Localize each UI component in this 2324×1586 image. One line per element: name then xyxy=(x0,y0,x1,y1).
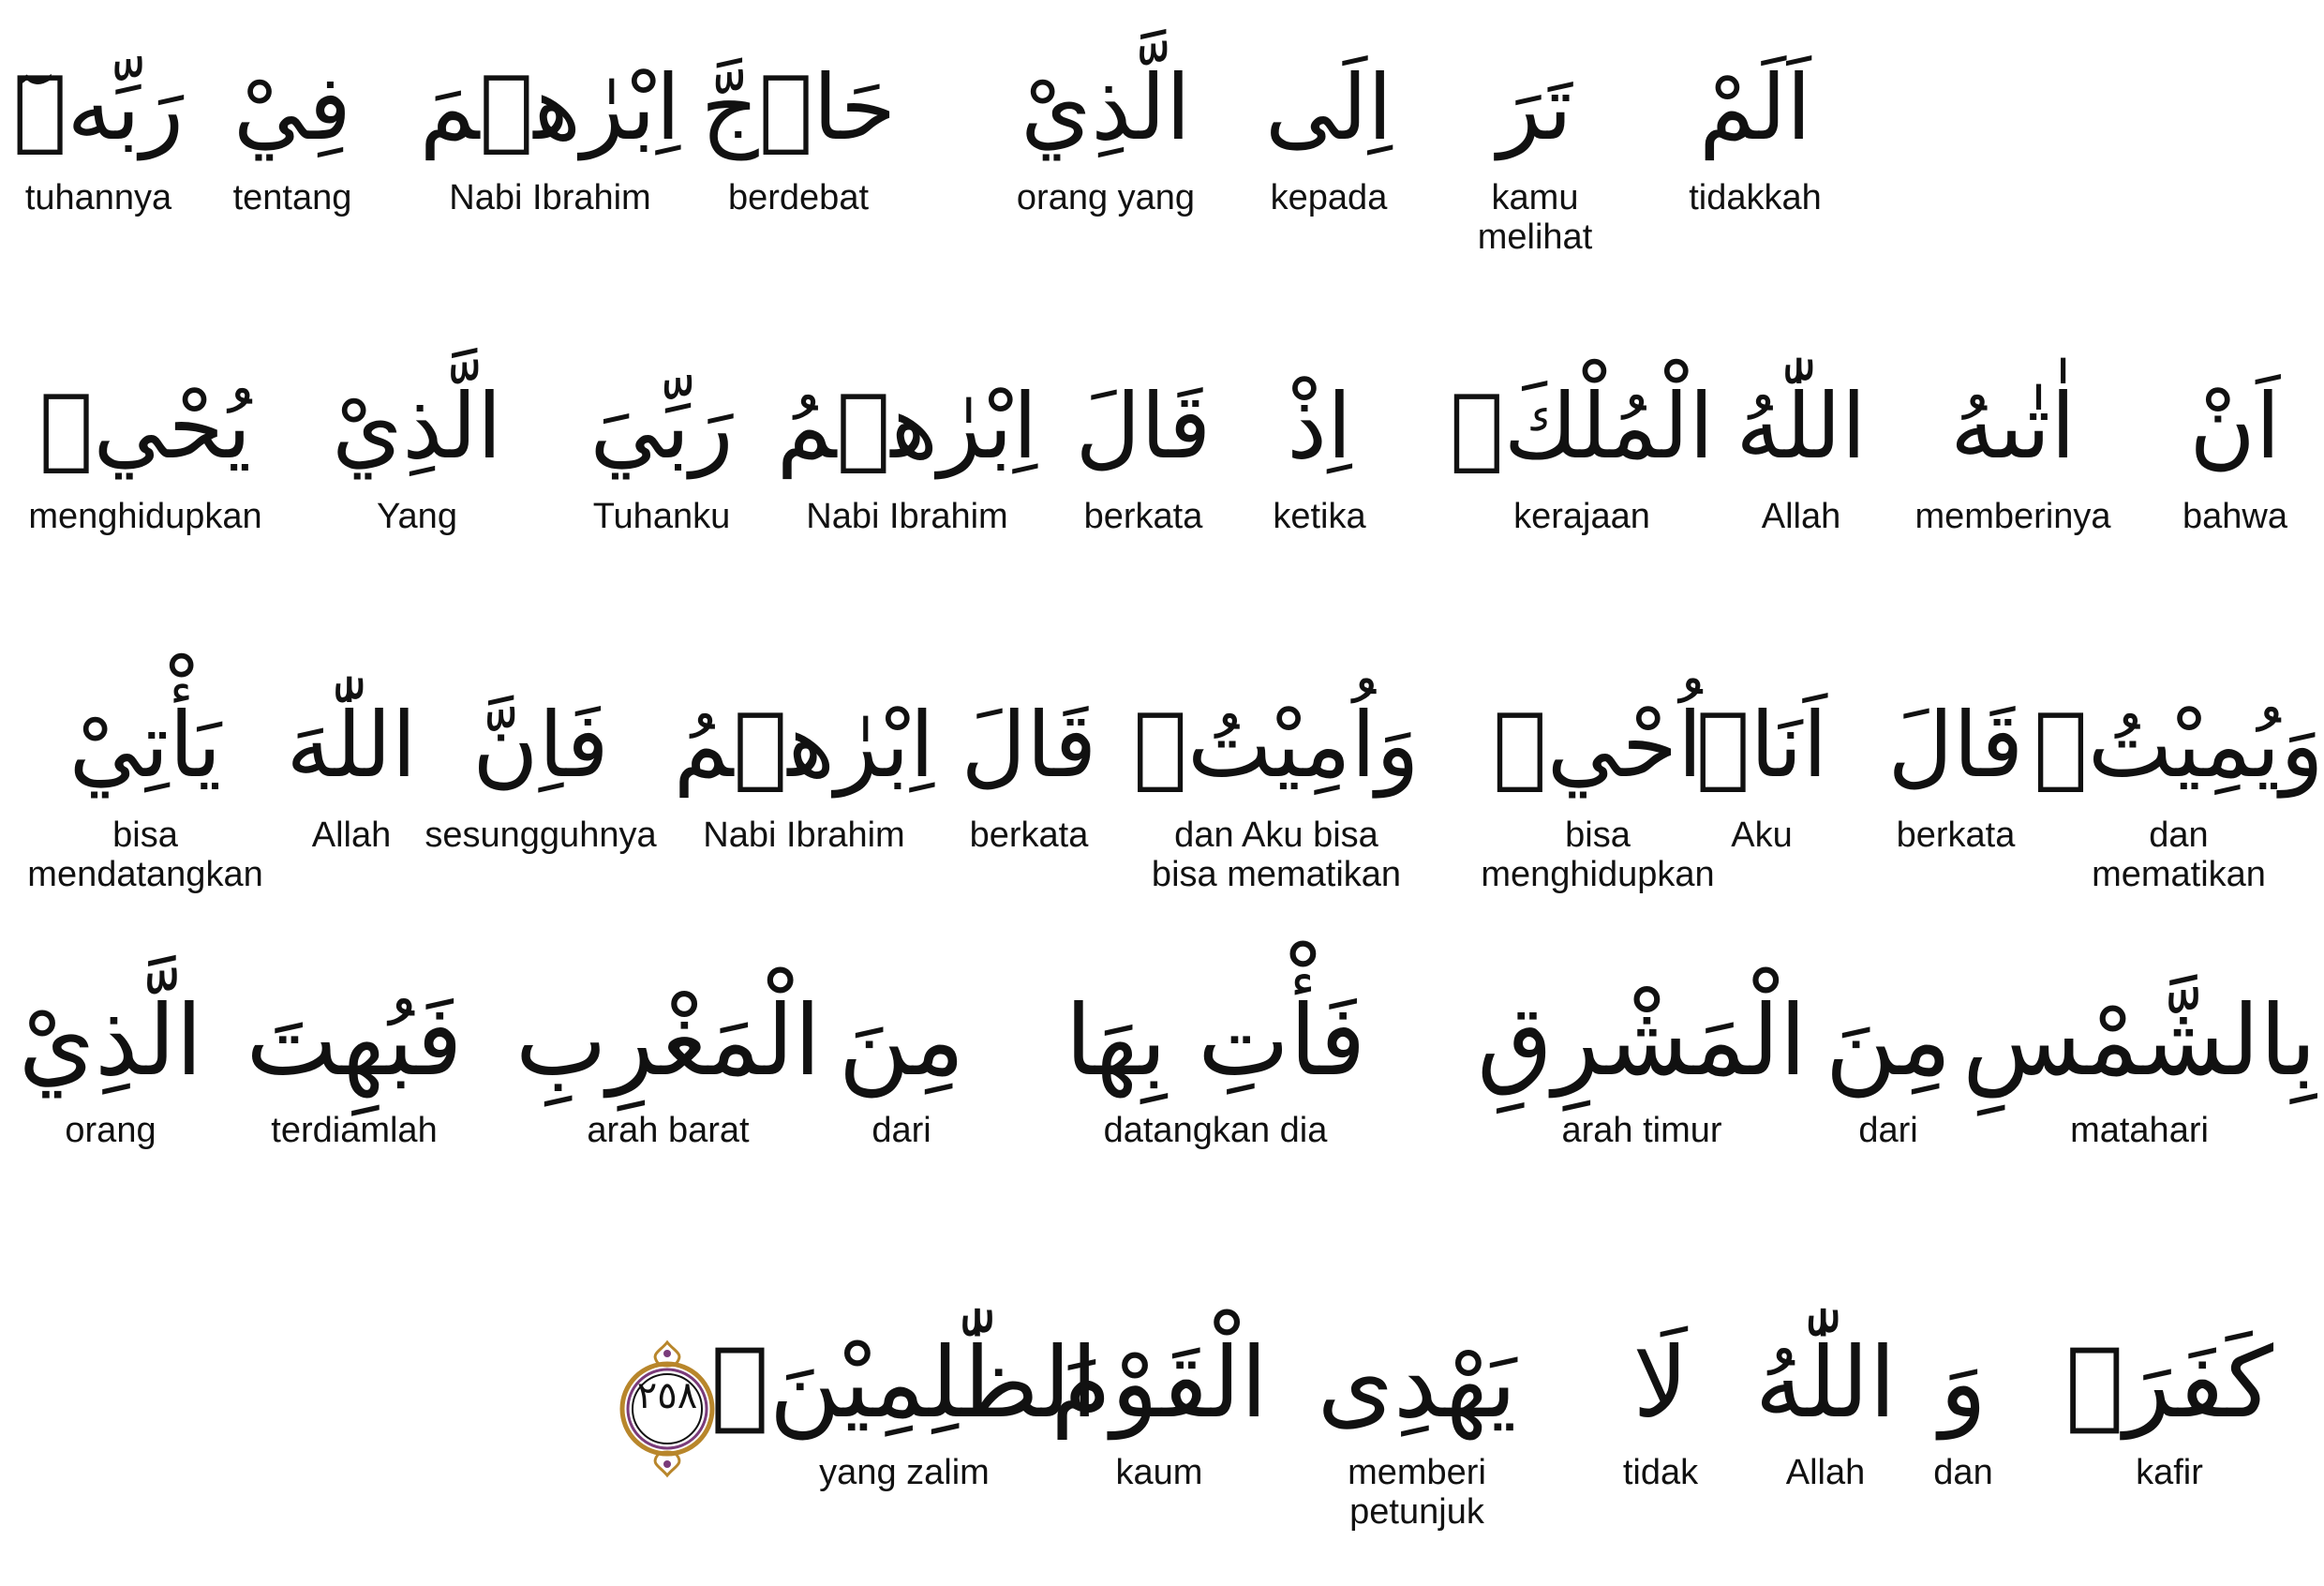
word-pair xyxy=(589,356,733,536)
arabic-word: يَهْدِى xyxy=(1317,1325,1517,1440)
arabic-word: اِبْرٰهٖمُ xyxy=(673,693,935,798)
translation-label: matahari xyxy=(2070,1111,2209,1150)
arabic-word: اِبْرٰهٖمُ xyxy=(776,374,1038,479)
translation-label: bisa mendatangkan xyxy=(27,815,263,894)
word-pair xyxy=(425,675,656,855)
translation-label: Aku xyxy=(1731,815,1793,855)
arabic-word: حَاۤجَّ xyxy=(700,55,897,160)
translation-label: bisa menghidupkan xyxy=(1481,815,1715,894)
translation-label: dari xyxy=(1858,1111,1918,1150)
translation-label: arah timur xyxy=(1561,1111,1722,1150)
arabic-word: اٰتٰىهُ xyxy=(1950,374,2076,479)
arabic-word: الظّٰلِمِيْنَۚ xyxy=(710,1325,1098,1440)
arabic-word: مِنَ xyxy=(838,983,965,1098)
verse-number-marker xyxy=(618,1339,716,1479)
translation-label: berkata xyxy=(969,815,1089,855)
translation-label: menghidupkan xyxy=(28,497,262,536)
translation-label: dan Aku bisa bisa mematikan xyxy=(1151,815,1402,894)
word-pair xyxy=(1450,356,1714,536)
arabic-word: الْمَشْرِقِ xyxy=(1477,983,1807,1098)
translation-label: tidak xyxy=(1622,1453,1699,1492)
translation-label: Nabi Ibrahim xyxy=(449,178,651,217)
arabic-word: فَأْتِ بِهَا xyxy=(1065,983,1366,1098)
arabic-word: تَرَ xyxy=(1497,55,1572,160)
arabic-word: اِبْرٰهٖمَ xyxy=(419,55,681,160)
word-pair xyxy=(515,970,821,1150)
word-pair xyxy=(1481,675,1714,894)
translation-label: ketika xyxy=(1273,497,1366,536)
word-pair xyxy=(839,970,965,1150)
translation-label: kafir xyxy=(2136,1453,2203,1492)
word-pair xyxy=(701,37,896,217)
translation-label: Allah xyxy=(311,815,392,855)
word-pair xyxy=(233,37,352,217)
translation-label: yang zalim xyxy=(819,1453,990,1492)
translation-label: terdiamlah xyxy=(271,1111,438,1150)
word-pair xyxy=(246,970,462,1150)
arabic-word: كَفَرَۗ xyxy=(2065,1325,2273,1440)
word-pair xyxy=(2182,356,2287,536)
translation-label: tuhannya xyxy=(24,178,172,217)
translation-label: kaum xyxy=(1115,1453,1203,1492)
translation-label: Nabi Ibrahim xyxy=(703,815,905,855)
word-pair xyxy=(674,675,934,855)
word-pair xyxy=(1689,37,1822,217)
translation-label: kepada xyxy=(1270,178,1388,217)
word-pair xyxy=(1133,675,1419,894)
arabic-word: الْمُلْكَۘ xyxy=(1450,374,1714,479)
arabic-word: الْمَغْرِبِ xyxy=(514,983,822,1098)
translation-label: berkata xyxy=(1896,815,2016,855)
translation-label: dan xyxy=(1933,1453,1993,1492)
word-pair xyxy=(1888,675,2024,855)
arabic-word: الَّذِيْ xyxy=(332,374,502,479)
arabic-word: اللّٰهُ xyxy=(1736,374,1867,479)
word-pair xyxy=(420,37,680,217)
translation-label: dan mematikan xyxy=(2092,815,2266,894)
arabic-word: قَالَ xyxy=(1887,693,2024,798)
word-pair xyxy=(19,970,203,1150)
translation-label: bahwa xyxy=(2182,497,2287,536)
word-pair xyxy=(1825,970,1952,1150)
word-pair xyxy=(286,675,416,855)
arabic-word: فَاِنَّ xyxy=(472,693,609,798)
translation-label: berkata xyxy=(1083,497,1203,536)
arabic-word: قَالَ xyxy=(961,693,1097,798)
word-pair xyxy=(1017,37,1195,217)
translation-label: orang xyxy=(65,1111,156,1150)
word-pair xyxy=(1623,1312,1698,1492)
translation-label: Tuhanku xyxy=(592,497,731,536)
translation-label: dari xyxy=(872,1111,931,1150)
word-pair xyxy=(1477,970,1807,1150)
word-pair xyxy=(1962,970,2317,1150)
arabic-word: اللّٰهَ xyxy=(286,693,417,798)
arabic-word: الْقَوْمَ xyxy=(1050,1325,1268,1440)
verse-number: ٢٥٨ xyxy=(636,1374,698,1417)
translation-label: sesungguhnya xyxy=(425,815,657,855)
arabic-word: مِنَ xyxy=(1825,983,1952,1098)
translation-label: kamu melihat xyxy=(1477,178,1593,257)
word-pair xyxy=(710,1312,1097,1492)
word-pair xyxy=(2034,675,2323,894)
translation-label: kerajaan xyxy=(1513,497,1650,536)
arabic-word: رَبِّهٖٓ xyxy=(12,55,185,160)
translation-label: tidakkah xyxy=(1689,178,1822,217)
arabic-word: اِذْ xyxy=(1287,374,1352,479)
translation-label: arah barat xyxy=(587,1111,750,1150)
arabic-word: فِيْ xyxy=(233,55,351,160)
translation-label: memberinya xyxy=(1914,497,2111,536)
word-pair xyxy=(1933,1312,1992,1492)
translation-label: datangkan dia xyxy=(1103,1111,1328,1150)
translation-label: Allah xyxy=(1785,1453,1866,1492)
arabic-word: الَّذِيْ xyxy=(1020,55,1191,160)
word-pair xyxy=(1478,37,1593,257)
word-pair xyxy=(961,675,1097,855)
arabic-word: اَلَمْ xyxy=(1699,55,1811,160)
arabic-word: اللّٰهُ xyxy=(1754,1325,1897,1440)
word-pair xyxy=(13,37,184,217)
arabic-word: رَبِّيَ xyxy=(589,374,734,479)
translation-label: tentang xyxy=(232,178,352,217)
word-pair xyxy=(1736,356,1866,536)
translation-label: Allah xyxy=(1761,497,1841,536)
word-pair xyxy=(1265,37,1393,217)
word-pair xyxy=(2065,1312,2273,1492)
arabic-word: يَأْتِيْ xyxy=(68,693,222,798)
word-pair xyxy=(332,356,501,536)
word-pair xyxy=(1914,356,2110,536)
translation-label: berdebat xyxy=(727,178,870,217)
arabic-word: لَا xyxy=(1632,1325,1689,1440)
word-pair xyxy=(1065,970,1366,1150)
word-pair xyxy=(1273,356,1365,536)
arabic-word: قَالَ xyxy=(1075,374,1212,479)
word-pair xyxy=(1755,1312,1897,1492)
word-pair xyxy=(1696,675,1827,855)
arabic-word: وَ xyxy=(1939,1325,1988,1440)
translation-label: memberi petunjuk xyxy=(1348,1453,1486,1532)
arabic-word: اَنْ xyxy=(2189,374,2281,479)
word-pair xyxy=(1318,1312,1517,1532)
translation-label: orang yang xyxy=(1016,178,1196,217)
arabic-word: بِالشَّمْسِ xyxy=(1962,983,2317,1098)
word-pair xyxy=(1076,356,1212,536)
word-pair xyxy=(28,356,261,536)
arabic-word: يُحْيٖ xyxy=(38,374,252,479)
arabic-word: وَيُمِيْتُۙ xyxy=(2034,693,2324,798)
arabic-word: اِلَى xyxy=(1265,55,1393,160)
word-pair xyxy=(777,356,1037,536)
translation-label: Nabi Ibrahim xyxy=(806,497,1008,536)
translation-label: Yang xyxy=(377,497,457,536)
word-pair xyxy=(27,675,262,894)
arabic-word: فَبُهِتَ xyxy=(246,983,463,1098)
arabic-word: اَنَا۠ xyxy=(1695,693,1828,798)
arabic-word: وَاُمِيْتُۗ xyxy=(1133,693,1420,798)
arabic-word: اُحْيٖ xyxy=(1493,693,1703,798)
arabic-word: الَّذِيْ xyxy=(18,983,203,1098)
